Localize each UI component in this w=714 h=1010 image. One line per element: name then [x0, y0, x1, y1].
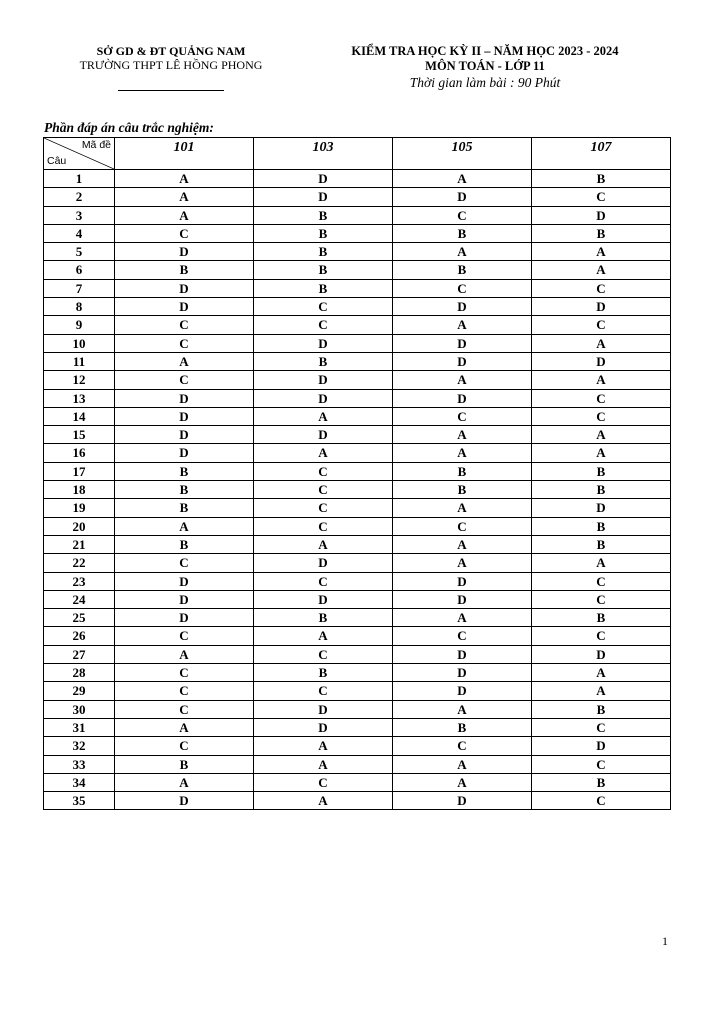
answer-cell: D [115, 426, 254, 444]
answer-cell: A [532, 334, 671, 352]
exam-duration: Thời gian làm bài : 90 Phút [409, 75, 561, 90]
answer-cell: C [254, 316, 393, 334]
answer-cell: B [532, 609, 671, 627]
answer-cell: C [532, 316, 671, 334]
question-number-cell: 10 [44, 334, 115, 352]
answer-cell: B [254, 224, 393, 242]
answer-cell: D [532, 352, 671, 370]
answer-cell: B [254, 206, 393, 224]
answer-cell: C [393, 206, 532, 224]
answer-cell: A [115, 170, 254, 188]
answer-cell: C [532, 572, 671, 590]
answer-cell: B [393, 224, 532, 242]
answer-cell: A [115, 352, 254, 370]
answer-cell: A [115, 718, 254, 736]
answer-cell: B [115, 261, 254, 279]
answer-cell: D [115, 572, 254, 590]
answer-cell: D [393, 352, 532, 370]
question-number-cell: 20 [44, 517, 115, 535]
table-row [44, 371, 671, 389]
answer-cell: A [254, 407, 393, 425]
answer-cell: B [532, 481, 671, 499]
question-number-cell: 9 [44, 316, 115, 334]
school-name: TRƯỜNG THPT LÊ HỒNG PHONG [79, 58, 263, 72]
answer-cell: D [393, 682, 532, 700]
answer-cell: D [115, 444, 254, 462]
question-number-cell: 15 [44, 426, 115, 444]
answer-cell: B [254, 279, 393, 297]
table-row [44, 682, 671, 700]
exam-code-101: 101 [115, 138, 254, 170]
answer-cell: A [393, 535, 532, 553]
question-number-cell: 3 [44, 206, 115, 224]
table-row [44, 517, 671, 535]
answer-cell: D [115, 298, 254, 316]
question-number-cell: 7 [44, 279, 115, 297]
answer-cell: C [532, 407, 671, 425]
school-header [56, 44, 286, 91]
answer-cell: D [115, 609, 254, 627]
answer-cell: A [393, 243, 532, 261]
answer-cell: A [532, 682, 671, 700]
question-number-cell: 24 [44, 590, 115, 608]
answer-cell: A [115, 645, 254, 663]
answer-cell: C [115, 224, 254, 242]
answer-cell: B [532, 170, 671, 188]
answer-cell: A [115, 206, 254, 224]
answer-rows [44, 170, 671, 810]
question-number-cell: 31 [44, 718, 115, 736]
answer-cell: D [254, 170, 393, 188]
question-number-cell: 26 [44, 627, 115, 645]
answer-cell: D [254, 700, 393, 718]
header-divider [118, 90, 224, 91]
answer-cell: C [115, 700, 254, 718]
question-number-cell: 19 [44, 499, 115, 517]
question-number-cell: 33 [44, 755, 115, 773]
question-label: Câu [47, 155, 67, 167]
table-row [44, 554, 671, 572]
answer-cell: C [532, 389, 671, 407]
answer-cell: D [393, 792, 532, 810]
answer-cell: B [532, 700, 671, 718]
answer-cell: D [532, 499, 671, 517]
question-number-cell: 35 [44, 792, 115, 810]
answer-cell: D [115, 590, 254, 608]
answer-cell: C [532, 755, 671, 773]
answer-cell: A [115, 517, 254, 535]
table-row [44, 535, 671, 553]
answer-cell: C [254, 462, 393, 480]
question-number-cell: 29 [44, 682, 115, 700]
answer-cell: D [393, 664, 532, 682]
answer-cell: A [532, 664, 671, 682]
table-row [44, 224, 671, 242]
question-number-cell: 22 [44, 554, 115, 572]
answer-cell: B [254, 261, 393, 279]
answer-cell: A [254, 535, 393, 553]
answer-cell: C [115, 682, 254, 700]
question-number-cell: 8 [44, 298, 115, 316]
answer-cell: B [532, 517, 671, 535]
question-number-cell: 23 [44, 572, 115, 590]
answer-cell: A [393, 170, 532, 188]
answer-cell: D [254, 371, 393, 389]
answer-cell: C [532, 590, 671, 608]
answer-cell: B [254, 609, 393, 627]
question-number-cell: 32 [44, 737, 115, 755]
answer-cell: A [254, 627, 393, 645]
answer-cell: C [115, 627, 254, 645]
answer-cell: D [393, 572, 532, 590]
question-number-cell: 28 [44, 664, 115, 682]
question-number-cell: 11 [44, 352, 115, 370]
answer-cell: C [254, 298, 393, 316]
answer-cell: A [393, 426, 532, 444]
question-number-cell: 18 [44, 481, 115, 499]
answer-cell: A [254, 444, 393, 462]
answer-cell: D [115, 792, 254, 810]
answer-cell: A [532, 444, 671, 462]
answer-cell: C [115, 554, 254, 572]
answer-cell: D [115, 279, 254, 297]
question-number-cell: 27 [44, 645, 115, 663]
answer-cell: C [393, 279, 532, 297]
answer-cell: D [254, 554, 393, 572]
answer-key-table [43, 137, 671, 810]
answer-cell: D [115, 407, 254, 425]
answer-cell: D [254, 718, 393, 736]
answer-cell: D [393, 590, 532, 608]
question-number-cell: 16 [44, 444, 115, 462]
answer-cell: A [254, 737, 393, 755]
table-row [44, 389, 671, 407]
answer-cell: D [254, 426, 393, 444]
answer-cell: C [254, 572, 393, 590]
question-number-cell: 25 [44, 609, 115, 627]
answer-cell: A [393, 371, 532, 389]
answer-cell: A [393, 554, 532, 572]
answer-cell: A [532, 426, 671, 444]
answer-cell: C [115, 316, 254, 334]
answer-cell: A [393, 755, 532, 773]
answer-cell: C [115, 737, 254, 755]
question-number-cell: 12 [44, 371, 115, 389]
table-row [44, 773, 671, 791]
table-row [44, 755, 671, 773]
answer-cell: D [393, 298, 532, 316]
question-number-cell: 14 [44, 407, 115, 425]
table-row [44, 627, 671, 645]
answer-cell: A [115, 188, 254, 206]
answer-cell: B [532, 535, 671, 553]
answer-cell: B [115, 535, 254, 553]
question-number-cell: 6 [44, 261, 115, 279]
answer-cell: C [393, 407, 532, 425]
answer-cell: D [532, 645, 671, 663]
answer-cell: A [393, 609, 532, 627]
table-row [44, 792, 671, 810]
table-row [44, 352, 671, 370]
table-row [44, 298, 671, 316]
answer-cell: A [393, 700, 532, 718]
question-number-cell: 30 [44, 700, 115, 718]
table-row [44, 188, 671, 206]
answer-cell: C [254, 682, 393, 700]
answer-cell: D [254, 188, 393, 206]
department-name: SỞ GD & ĐT QUẢNG NAM [96, 44, 246, 58]
question-number-cell: 17 [44, 462, 115, 480]
exam-code-105: 105 [393, 138, 532, 170]
answer-cell: B [254, 243, 393, 261]
table-row [44, 243, 671, 261]
answer-cell: B [115, 755, 254, 773]
answer-cell: D [532, 298, 671, 316]
table-row [44, 572, 671, 590]
answer-cell: A [393, 444, 532, 462]
question-number-cell: 5 [44, 243, 115, 261]
answer-cell: B [532, 462, 671, 480]
question-number-cell: 1 [44, 170, 115, 188]
answer-cell: D [254, 590, 393, 608]
answer-cell: A [393, 316, 532, 334]
answer-cell: D [393, 188, 532, 206]
table-row [44, 664, 671, 682]
answer-cell: B [532, 773, 671, 791]
page-number: 1 [662, 934, 668, 948]
table-row [44, 590, 671, 608]
table-row [44, 334, 671, 352]
exam-code-103: 103 [254, 138, 393, 170]
question-number-cell: 13 [44, 389, 115, 407]
corner-cell [44, 138, 115, 170]
answer-cell: B [115, 499, 254, 517]
answer-cell: C [393, 627, 532, 645]
answer-cell: C [254, 481, 393, 499]
table-row [44, 426, 671, 444]
exam-header [320, 44, 650, 91]
answer-cell: C [532, 718, 671, 736]
answer-cell: A [532, 243, 671, 261]
answer-cell: B [393, 718, 532, 736]
answer-cell: B [393, 462, 532, 480]
answer-cell: C [115, 664, 254, 682]
answer-cell: B [115, 481, 254, 499]
table-row [44, 481, 671, 499]
answer-cell: C [393, 517, 532, 535]
answer-cell: A [532, 371, 671, 389]
answer-cell: C [532, 627, 671, 645]
answer-cell: B [254, 352, 393, 370]
exam-code-label: Mã đề [81, 139, 111, 151]
answer-cell: C [115, 334, 254, 352]
table-row [44, 170, 671, 188]
table-row [44, 462, 671, 480]
answer-cell: C [254, 517, 393, 535]
question-number-cell: 2 [44, 188, 115, 206]
answer-cell: A [254, 755, 393, 773]
answer-cell: D [532, 206, 671, 224]
answer-cell: C [254, 499, 393, 517]
table-row [44, 609, 671, 627]
table-row [44, 316, 671, 334]
answer-cell: D [115, 243, 254, 261]
answer-cell: D [393, 334, 532, 352]
answer-cell: B [532, 224, 671, 242]
table-row [44, 700, 671, 718]
answer-cell: C [254, 773, 393, 791]
answer-cell: A [115, 773, 254, 791]
section-title: Phần đáp án câu trắc nghiệm: [44, 120, 214, 135]
table-row [44, 718, 671, 736]
answer-cell: B [393, 261, 532, 279]
answer-cell: B [254, 664, 393, 682]
answer-cell: C [532, 279, 671, 297]
exam-subject: MÔN TOÁN - LỚP 11 [425, 59, 545, 73]
table-row [44, 645, 671, 663]
answer-cell: D [254, 334, 393, 352]
table-row [44, 261, 671, 279]
answer-cell: D [254, 389, 393, 407]
table-row [44, 444, 671, 462]
table-row [44, 737, 671, 755]
question-number-cell: 21 [44, 535, 115, 553]
answer-cell: D [115, 389, 254, 407]
answer-cell: A [254, 792, 393, 810]
answer-cell: D [532, 737, 671, 755]
answer-cell: B [115, 462, 254, 480]
exam-code-107: 107 [532, 138, 671, 170]
answer-cell: C [532, 188, 671, 206]
answer-cell: D [393, 645, 532, 663]
answer-cell: C [115, 371, 254, 389]
table-row [44, 407, 671, 425]
answer-cell: D [393, 389, 532, 407]
answer-cell: A [532, 261, 671, 279]
table-row [44, 206, 671, 224]
answer-cell: A [393, 773, 532, 791]
answer-cell: C [393, 737, 532, 755]
answer-cell: C [532, 792, 671, 810]
question-number-cell: 34 [44, 773, 115, 791]
exam-title: KIỂM TRA HỌC KỲ II – NĂM HỌC 2023 - 2024 [351, 44, 619, 58]
answer-cell: B [393, 481, 532, 499]
answer-cell: C [254, 645, 393, 663]
table-row [44, 279, 671, 297]
question-number-cell: 4 [44, 224, 115, 242]
answer-cell: A [393, 499, 532, 517]
table-header-row [44, 138, 671, 170]
answer-cell: A [532, 554, 671, 572]
table-row [44, 499, 671, 517]
